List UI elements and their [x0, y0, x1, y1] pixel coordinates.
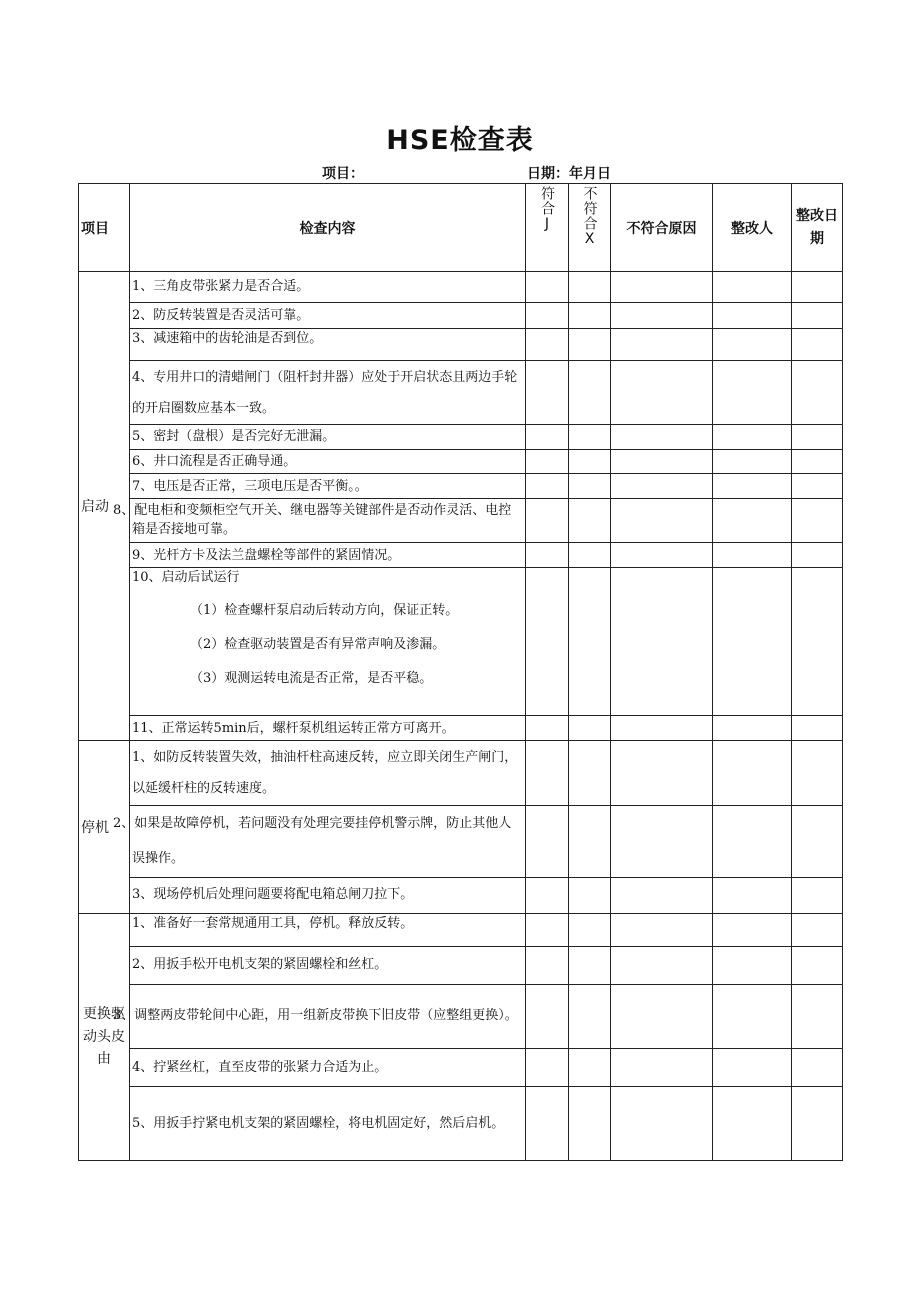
reason-cell[interactable] — [611, 568, 713, 716]
header-reason: 不符合原因 — [611, 184, 713, 272]
conform-cell[interactable] — [526, 568, 569, 716]
check-item: 5、密封（盘根）是否完好无泄漏。 — [130, 425, 526, 450]
conform-cell[interactable] — [526, 499, 569, 543]
page-title: HSE检查表 — [386, 125, 534, 156]
reason-cell[interactable] — [611, 1048, 713, 1086]
reason-cell[interactable] — [611, 805, 713, 877]
nonconform-cell[interactable] — [569, 805, 611, 877]
reason-cell[interactable] — [611, 361, 713, 425]
conform-cell[interactable] — [526, 474, 569, 499]
check-item: 4、专用井口的清蜡闸门（阻杆封井器）应处于开启状态且两边手轮的开启圈数应基本一致。 — [130, 361, 526, 425]
nonconform-cell[interactable] — [569, 877, 611, 913]
header-item: 项目 — [79, 184, 130, 272]
rectifier-cell[interactable] — [713, 329, 792, 361]
rectifier-cell[interactable] — [713, 272, 792, 303]
check-item: 5、用扳手拧紧电机支架的紧固螺栓，将电机固定好，然后启机。 — [130, 1086, 526, 1160]
nonconform-cell[interactable] — [569, 1048, 611, 1086]
rectifier-cell[interactable] — [713, 805, 792, 877]
header-rectify-date: 整改日期 — [792, 184, 843, 272]
table-row — [79, 1048, 843, 1086]
rectifier-cell[interactable] — [713, 361, 792, 425]
check-item: 1、准备好一套常规通用工具，停机。释放反转。 — [130, 913, 526, 946]
rectify-date-cell[interactable] — [792, 272, 843, 303]
check-item: 9、光杆方卡及法兰盘螺栓等部件的紧固情况。 — [130, 543, 526, 568]
table-row — [79, 568, 843, 716]
table-row — [79, 303, 843, 329]
check-sub-item: （2）检查驱动装置是否有异常声响及渗漏。 — [190, 637, 446, 653]
check-sub-item: （3）观测运转电流是否正常，是否平稳。 — [190, 671, 433, 687]
reason-cell[interactable] — [611, 946, 713, 984]
check-item-10 — [130, 568, 526, 716]
section-startup: 启动 — [79, 272, 130, 741]
rectifier-cell[interactable] — [713, 425, 792, 450]
table-row — [79, 877, 843, 913]
rectify-date-cell[interactable] — [792, 741, 843, 805]
conform-cell[interactable] — [526, 805, 569, 877]
table-row — [79, 272, 843, 303]
reason-cell[interactable] — [611, 913, 713, 946]
check-item: 3、调整两皮带轮间中心距，用一组新皮带换下旧皮带（应整组更换）。 — [130, 984, 526, 1048]
rectify-date-cell[interactable] — [792, 499, 843, 543]
rectifier-cell[interactable] — [713, 984, 792, 1048]
table-row — [79, 543, 843, 568]
conform-cell[interactable] — [526, 303, 569, 329]
reason-cell[interactable] — [611, 499, 713, 543]
rectify-date-cell[interactable] — [792, 474, 843, 499]
nonconform-cell[interactable] — [569, 716, 611, 741]
check-item: 1、如防反转装置失效，抽油杆柱高速反转，应立即关闭生产闸门，以延缓杆柱的反转速度。 — [130, 741, 526, 805]
rectify-date-cell[interactable] — [792, 1086, 843, 1160]
inspection-table — [78, 183, 843, 1161]
conform-cell[interactable] — [526, 361, 569, 425]
nonconform-cell[interactable] — [569, 474, 611, 499]
rectifier-cell[interactable] — [713, 543, 792, 568]
check-item-label: 10、启动后试运行 — [132, 570, 240, 586]
nonconform-cell[interactable] — [569, 1086, 611, 1160]
table-row — [79, 946, 843, 984]
table-row — [79, 499, 843, 543]
conform-cell[interactable] — [526, 543, 569, 568]
table-row — [79, 913, 843, 946]
section-replace-belt: 更换驱动头皮由 — [79, 913, 130, 1160]
nonconform-cell[interactable] — [569, 913, 611, 946]
nonconform-cell[interactable] — [569, 543, 611, 568]
header-conform: 符合J — [539, 186, 555, 233]
nonconform-cell[interactable] — [569, 303, 611, 329]
reason-cell[interactable] — [611, 474, 713, 499]
rectifier-cell[interactable] — [713, 1086, 792, 1160]
rectify-date-cell[interactable] — [792, 1048, 843, 1086]
table-row — [79, 450, 843, 474]
reason-cell[interactable] — [611, 716, 713, 741]
project-label: 项目： — [322, 166, 364, 182]
rectifier-cell[interactable] — [713, 1048, 792, 1086]
conform-cell[interactable] — [526, 877, 569, 913]
conform-cell[interactable] — [526, 913, 569, 946]
rectify-date-cell[interactable] — [792, 913, 843, 946]
rectifier-cell[interactable] — [713, 450, 792, 474]
rectify-date-cell[interactable] — [792, 568, 843, 716]
table-row — [79, 425, 843, 450]
rectifier-cell[interactable] — [713, 741, 792, 805]
reason-cell[interactable] — [611, 543, 713, 568]
check-item: 11、正常运转5min后，螺杆泵机组运转正常方可离开。 — [130, 716, 526, 741]
rectifier-cell[interactable] — [713, 474, 792, 499]
meta-line — [0, 163, 920, 183]
table-row — [79, 329, 843, 361]
rectifier-cell[interactable] — [713, 946, 792, 984]
nonconform-cell[interactable] — [569, 272, 611, 303]
check-item: 2、用扳手松开电机支架的紧固螺栓和丝杠。 — [130, 946, 526, 984]
rectify-date-cell[interactable] — [792, 543, 843, 568]
conform-cell[interactable] — [526, 450, 569, 474]
nonconform-cell[interactable] — [569, 984, 611, 1048]
check-item: 6、井口流程是否正确导通。 — [130, 450, 526, 474]
reason-cell[interactable] — [611, 450, 713, 474]
conform-cell[interactable] — [526, 1086, 569, 1160]
reason-cell[interactable] — [611, 272, 713, 303]
rectify-date-cell[interactable] — [792, 425, 843, 450]
rectify-date-cell[interactable] — [792, 329, 843, 361]
rectifier-cell[interactable] — [713, 716, 792, 741]
table-row — [79, 361, 843, 425]
table-row — [79, 716, 843, 741]
rectifier-cell[interactable] — [713, 913, 792, 946]
check-item: 2、防反转装置是否灵活可靠。 — [130, 303, 526, 329]
rectify-date-cell[interactable] — [792, 303, 843, 329]
check-item: 3、减速箱中的齿轮油是否到位。 — [130, 329, 526, 361]
rectify-date-cell[interactable] — [792, 450, 843, 474]
rectify-date-cell[interactable] — [792, 984, 843, 1048]
table-row — [79, 1086, 843, 1160]
header-rectifier: 整改人 — [713, 184, 792, 272]
check-item: 1、三角皮带张紧力是否合适。 — [130, 272, 526, 303]
section-shutdown: 停机 — [79, 741, 130, 913]
table-row — [79, 805, 843, 877]
check-item: 4、拧紧丝杠，直至皮带的张紧力合适为止。 — [130, 1048, 526, 1086]
conform-cell[interactable] — [526, 425, 569, 450]
rectifier-cell[interactable] — [713, 568, 792, 716]
date-label: 日期：年月日 — [527, 166, 611, 182]
check-item: 2、如果是故障停机，若问题没有处理完要挂停机警示牌，防止其他人误操作。 — [130, 805, 526, 877]
conform-cell[interactable] — [526, 272, 569, 303]
conform-cell[interactable] — [526, 716, 569, 741]
conform-cell[interactable] — [526, 741, 569, 805]
conform-cell[interactable] — [526, 946, 569, 984]
reason-cell[interactable] — [611, 741, 713, 805]
conform-cell[interactable] — [526, 984, 569, 1048]
rectify-date-cell[interactable] — [792, 805, 843, 877]
nonconform-cell[interactable] — [569, 499, 611, 543]
nonconform-cell[interactable] — [569, 946, 611, 984]
header-nonconform: 不符合X — [581, 186, 598, 248]
rectify-date-cell[interactable] — [792, 946, 843, 984]
check-item: 3、现场停机后处理问题要将配电箱总闸刀拉下。 — [130, 877, 526, 913]
check-item: 7、电压是否正常，三项电压是否平衡。。 — [130, 474, 526, 499]
table-row — [79, 474, 843, 499]
reason-cell[interactable] — [611, 1086, 713, 1160]
table-row — [79, 984, 843, 1048]
rectifier-cell[interactable] — [713, 499, 792, 543]
rectifier-cell[interactable] — [713, 303, 792, 329]
nonconform-cell[interactable] — [569, 329, 611, 361]
conform-cell[interactable] — [526, 1048, 569, 1086]
nonconform-cell[interactable] — [569, 741, 611, 805]
rectify-date-cell[interactable] — [792, 361, 843, 425]
nonconform-cell[interactable] — [569, 361, 611, 425]
nonconform-cell[interactable] — [569, 425, 611, 450]
rectify-date-cell[interactable] — [792, 877, 843, 913]
check-sub-item: （1）检查螺杆泵启动后转动方向，保证正转。 — [190, 603, 459, 619]
nonconform-cell[interactable] — [569, 450, 611, 474]
reason-cell[interactable] — [611, 329, 713, 361]
header-row — [79, 184, 843, 272]
reason-cell[interactable] — [611, 303, 713, 329]
check-item: 8、配电柜和变频柜空气开关、继电器等关键部件是否动作灵活、电控箱是否接地可靠。 — [130, 499, 526, 543]
reason-cell[interactable] — [611, 877, 713, 913]
nonconform-cell[interactable] — [569, 568, 611, 716]
reason-cell[interactable] — [611, 984, 713, 1048]
conform-cell[interactable] — [526, 329, 569, 361]
rectifier-cell[interactable] — [713, 877, 792, 913]
table-row — [79, 741, 843, 805]
rectify-date-cell[interactable] — [792, 716, 843, 741]
reason-cell[interactable] — [611, 425, 713, 450]
header-content: 检查内容 — [130, 184, 526, 272]
